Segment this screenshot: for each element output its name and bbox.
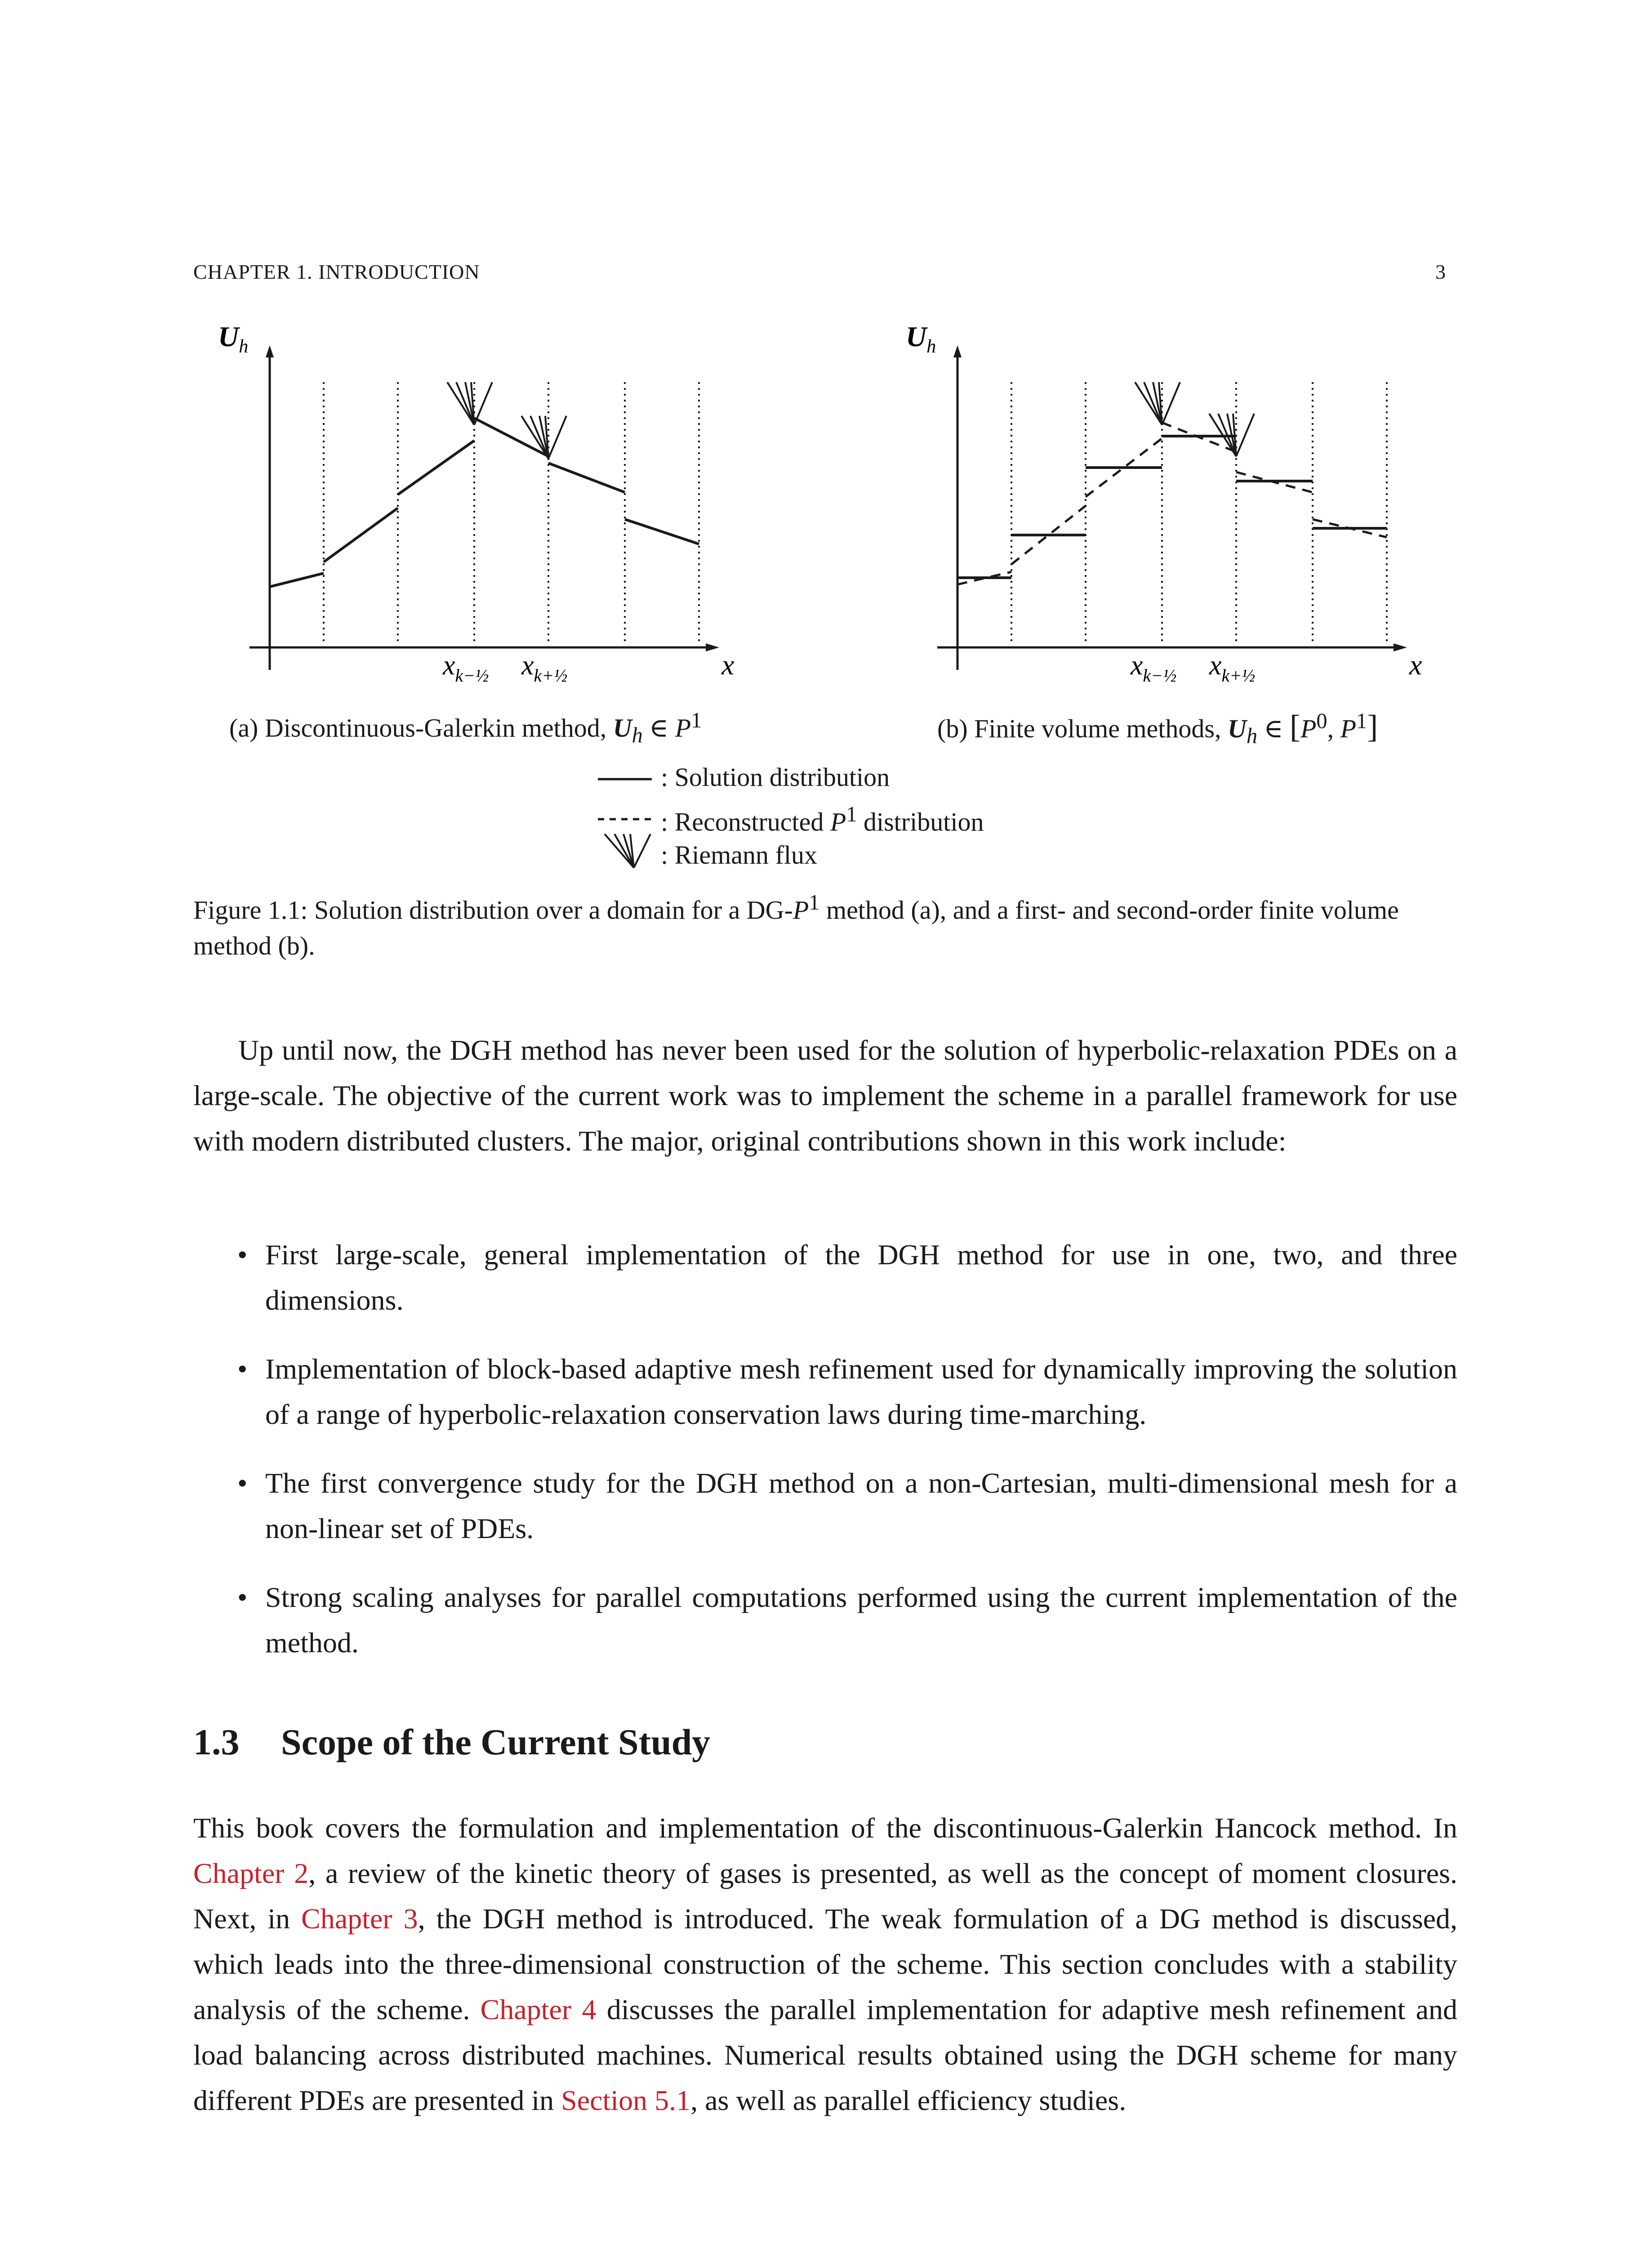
legend-dashed-label: : Reconstructed $P^1$ distribution: [661, 803, 984, 837]
riemann-flux-fan: [447, 382, 492, 425]
figure-caption: Figure 1.1: Solution distribution over a domain for a $DG-P^1$ method (a), and a first- and second-order finite volume method (b).: [193, 891, 1399, 961]
intro-paragraph: Up until now, the DGH method has never been used for the solution of hyperbolic-relaxation PDEs on a large-scale. The objective of the current work was to implement the scheme in a parallel framework for use with modern distributed clusters. The major, original contributions shown in this work include:: [193, 1034, 1457, 1157]
subcaption-b: (b) Finite volume methods, $U_h$ ∈ [$P^0$, $P^1$]: [937, 709, 1378, 748]
y-axis-arrow: [953, 345, 962, 357]
bullet: •: [237, 1239, 248, 1271]
legend-solid-label: : Solution distribution: [661, 763, 890, 792]
y-axis-label: $U_h$: [218, 321, 249, 357]
tick-label-left: $x_{k-\frac{1}{2}}$: [443, 650, 489, 686]
piecewise-constant-solution: [957, 436, 1387, 578]
tick-label-left: $x_{k-\frac{1}{2}}$: [1131, 650, 1177, 686]
chapter-2-link[interactable]: Chapter 2: [193, 1857, 309, 1889]
y-axis-arrow: [266, 345, 274, 357]
scope-paragraph: This book covers the formulation and implementation of the discontinuous-Galerkin Hancock method. In Chapter 2, a review of the kinetic theory of gases is presented, as well as the concept of moment closures. Next, in Chapter 3, the DGH method is introduced. The weak formulation of a DG method is discussed, which leads into the three-dimensional construction of the scheme. This section concludes with a stability analysis of the scheme. Chapter 4 discusses the parallel implementation for adaptive mesh refinement and load balancing across distributed machines. Numerical results obtained using the DGH scheme for many different PDEs are presented in Section 5.1, as well as parallel efficiency studies.: [193, 1812, 1458, 2116]
section-number: 1.3: [193, 1722, 240, 1762]
legend-flux-label: : Riemann flux: [661, 840, 817, 870]
running-head: CHAPTER 1. INTRODUCTION: [193, 260, 480, 283]
bullet: •: [237, 1467, 248, 1499]
tick-label-right: $x_{k+\frac{1}{2}}$: [521, 650, 568, 686]
reconstructed-p1-distribution: [957, 423, 1387, 584]
section-5-1-link[interactable]: Section 5.1: [561, 2084, 691, 2116]
cell-interfaces: [1011, 382, 1387, 644]
subcaption-a: (a) Discontinuous-Galerkin method, $U_h$ ∈ $P^1$: [229, 709, 702, 747]
bullet: •: [237, 1581, 248, 1613]
tick-label-right: $x_{k+\frac{1}{2}}$: [1209, 650, 1256, 686]
x-axis-label: x: [721, 649, 735, 681]
figure-panel-a: [193, 315, 778, 706]
riemann-flux-fan: [521, 416, 566, 459]
solution-segments: [270, 418, 699, 587]
list-item: • Strong scaling analyses for parallel computations performed using the current implementation of the method.: [193, 1574, 1457, 1665]
chapter-4-link[interactable]: Chapter 4: [480, 1994, 597, 2025]
list-item: • First large-scale, general implementation of the DGH method for use in one, two, and three dimensions.: [193, 1232, 1457, 1323]
x-axis-arrow: [706, 643, 719, 651]
figure-panel-b: [881, 315, 1465, 706]
y-axis-label: $U_h$: [906, 321, 936, 357]
riemann-flux-fan: [1135, 382, 1180, 425]
section-heading: [193, 1721, 710, 1763]
x-axis-label: x: [1409, 649, 1422, 681]
page-number: 3: [1435, 260, 1446, 283]
legend-flux-fan-key: [605, 834, 650, 868]
list-item: • Implementation of block-based adaptive mesh refinement used for dynamically improving the solution of a range of hyperbolic-relaxation conservation laws during time-marching.: [193, 1346, 1457, 1437]
bullet: •: [237, 1353, 248, 1385]
x-axis-arrow: [1394, 643, 1407, 651]
contributions-list: [193, 1232, 1457, 1689]
legend-keys: [596, 767, 659, 870]
cell-interfaces: [324, 382, 699, 644]
section-title: Scope of the Current Study: [281, 1722, 711, 1762]
list-item: • The first convergence study for the DGH method on a non-Cartesian, multi-dimensional mesh for a non-linear set of PDEs.: [193, 1460, 1457, 1551]
chapter-3-link[interactable]: Chapter 3: [301, 1903, 418, 1935]
